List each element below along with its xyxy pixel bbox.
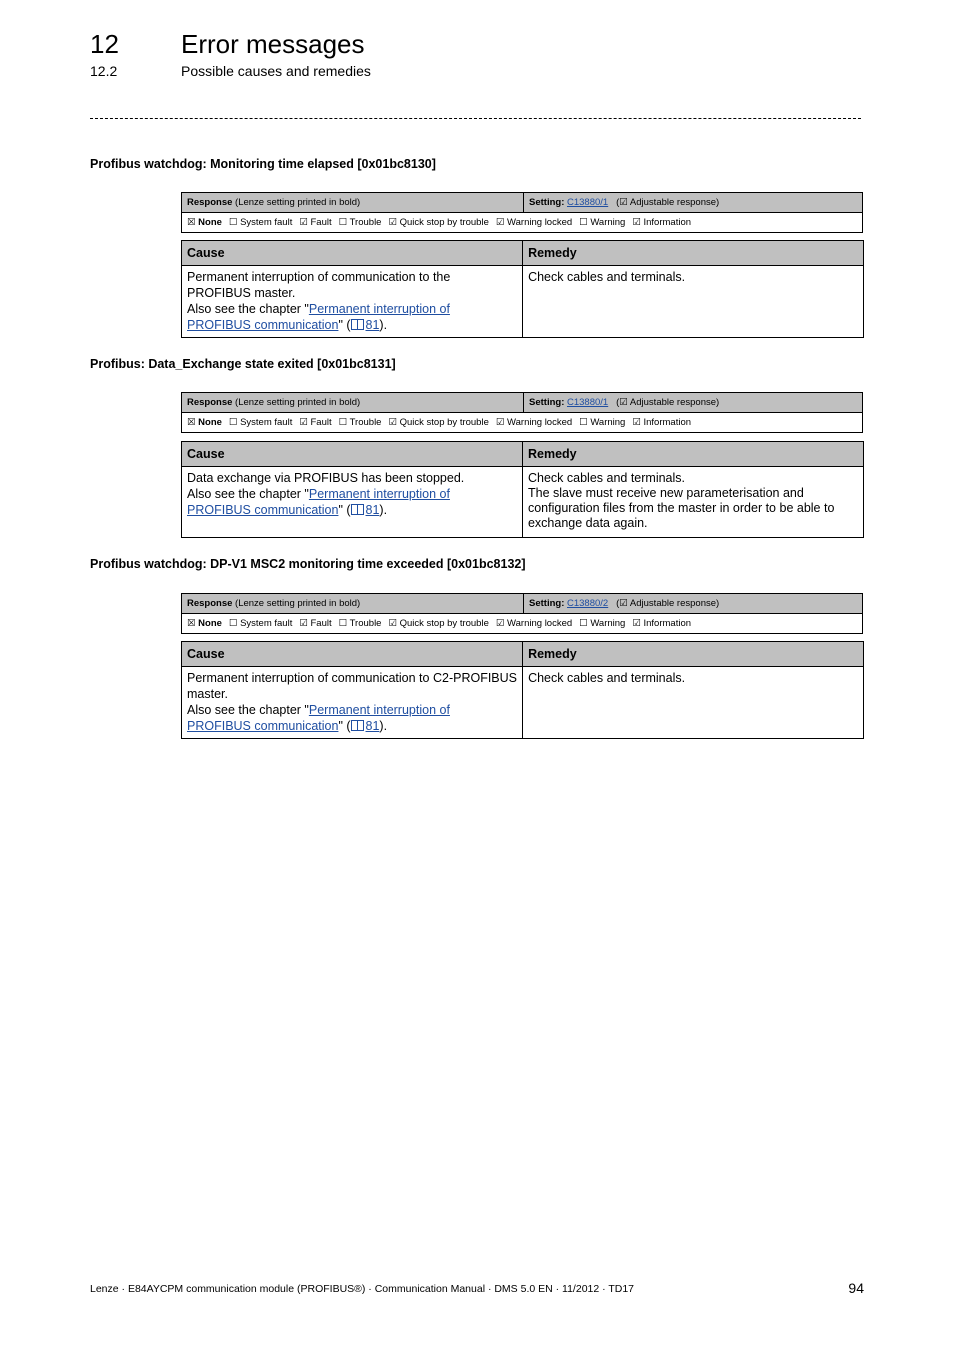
setting-link[interactable]: C13880/1 [567,197,609,208]
response-option: ☐ Warning [579,417,626,428]
response-option: ☐ System fault [228,417,293,428]
checkbox-icon: ☐ [338,417,350,428]
response-option: ☑ Information [632,618,692,629]
cause-cell: Permanent interruption of communication to the PROFIBUS master. Also see the chapter "Permanent interruption of PROFIBUS communication" ( 81). [182,266,523,338]
response-option: ☑ Quick stop by trouble [388,618,489,629]
response-label: Response (Lenze setting printed in bold) [182,594,524,614]
section-title: Possible causes and remedies [181,63,371,79]
setting-link[interactable]: C13880/2 [567,598,609,609]
checkbox-icon: ☑ [388,217,400,228]
checkbox-icon: ☑ [632,618,644,629]
page-ref-link[interactable]: 81 [351,503,380,517]
checkbox-icon: ☒ [187,618,199,629]
checkbox-icon: ☐ [579,618,591,629]
setting-cell: Setting: C13880/2 (☑ Adjustable response) [524,594,863,614]
cause-cell: Permanent interruption of communication to C2-PROFIBUS master. Also see the chapter "Permanent interruption of PROFIBUS communication" ( 81). [182,667,523,739]
page-number: 94 [848,1280,864,1296]
response-option: ☑ Fault [299,217,332,228]
checkbox-icon: ☐ [579,417,591,428]
response-table [181,392,863,433]
checkbox-icon: ☐ [228,417,241,428]
checkbox-icon: ☐ [338,217,350,228]
remedy-header: Remedy [523,241,864,266]
response-option: ☑ Warning locked [495,217,573,228]
response-table [181,593,863,634]
response-option: ☑ Fault [299,618,332,629]
checkbox-icon: ☐ [228,618,241,629]
checkbox-icon: ☑ [299,217,311,228]
checkbox-icon: ☐ [579,217,591,228]
setting-link[interactable]: C13880/1 [567,397,609,408]
cause-remedy-table [181,240,864,338]
cause-header: Cause [182,642,523,667]
error-heading: Profibus: Data_Exchange state exited [0x01bc8131] [90,357,396,371]
response-option: ☐ System fault [228,618,293,629]
checkbox-icon: ☑ [388,417,400,428]
error-block [90,556,864,733]
checkbox-icon: ☑ [495,618,508,629]
chapter-link[interactable]: Permanent interruption of PROFIBUS communication [187,487,450,517]
chapter-number: 12 [90,29,119,59]
checkbox-icon: ☐ [228,217,241,228]
cause-cell: Data exchange via PROFIBUS has been stopped. Also see the chapter "Permanent interruption of PROFIBUS communication" ( 81). [182,467,523,538]
response-option: ☐ Warning [579,618,626,629]
checkbox-icon: ☒ [187,417,199,428]
cause-remedy-table [181,641,864,739]
chapter-link[interactable]: Permanent interruption of PROFIBUS communication [187,302,450,332]
response-label: Response (Lenze setting printed in bold) [182,393,524,413]
book-icon [351,504,364,515]
page-ref-link[interactable]: 81 [351,719,380,733]
chapter-title: Error messages [181,29,365,59]
response-option: ☒ None [187,217,222,228]
remedy-cell: Check cables and terminals. [523,266,864,338]
checkbox-icon: ☒ [187,217,199,228]
page-ref-link[interactable]: 81 [351,318,380,332]
setting-cell: Setting: C13880/1 (☑ Adjustable response) [524,193,863,213]
checkbox-icon: ☑ [495,217,508,228]
response-option: ☒ None [187,618,222,629]
section-number: 12.2 [90,63,118,79]
remedy-cell: Check cables and terminals. [523,667,864,739]
cause-header: Cause [182,442,523,467]
response-option: ☐ Trouble [338,618,382,629]
response-option: ☒ None [187,417,222,428]
chapter-link[interactable]: Permanent interruption of PROFIBUS communication [187,703,450,733]
response-option: ☐ Trouble [338,217,382,228]
response-table [181,192,863,233]
checkbox-icon: ☑ [299,618,311,629]
footer-text: Lenze · E84AYCPM communication module (PROFIBUS®) · Communication Manual · DMS 5.0 EN · 11/2012 · TD17 [90,1283,635,1295]
response-option: ☑ Information [632,217,692,228]
error-heading: Profibus watchdog: Monitoring time elapsed [0x01bc8130] [90,157,436,171]
cause-remedy-table [181,441,864,538]
response-option: ☐ Warning [579,217,626,228]
header-divider [90,118,861,119]
checkbox-icon: ☐ [338,618,350,629]
response-option: ☑ Quick stop by trouble [388,417,489,428]
response-option: ☑ Fault [299,417,332,428]
response-label: Response (Lenze setting printed in bold) [182,193,524,213]
error-block [90,156,864,332]
book-icon [351,720,364,731]
response-options [182,213,863,233]
book-icon [351,319,364,330]
response-option: ☑ Information [632,417,692,428]
response-options [182,614,863,634]
response-option: ☐ Trouble [338,417,382,428]
response-option: ☐ System fault [228,217,293,228]
error-heading: Profibus watchdog: DP-V1 MSC2 monitoring time exceeded [0x01bc8132] [90,557,526,571]
checkbox-icon: ☑ [632,217,644,228]
response-option: ☑ Warning locked [495,417,573,428]
response-options [182,413,863,433]
checkbox-icon: ☑ [632,417,644,428]
checkbox-icon: ☑ [299,417,311,428]
remedy-header: Remedy [522,442,863,467]
checkbox-icon: ☑ [495,417,508,428]
checkbox-icon: ☑ [388,618,400,629]
remedy-cell: Check cables and terminals. The slave must receive new parameterisation and configuration files from the master in order to be able to exchange data again. [522,467,863,538]
response-option: ☑ Quick stop by trouble [388,217,489,228]
error-block [90,356,864,530]
setting-cell: Setting: C13880/1 (☑ Adjustable response) [524,393,863,413]
cause-header: Cause [182,241,523,266]
response-option: ☑ Warning locked [495,618,573,629]
remedy-header: Remedy [523,642,864,667]
